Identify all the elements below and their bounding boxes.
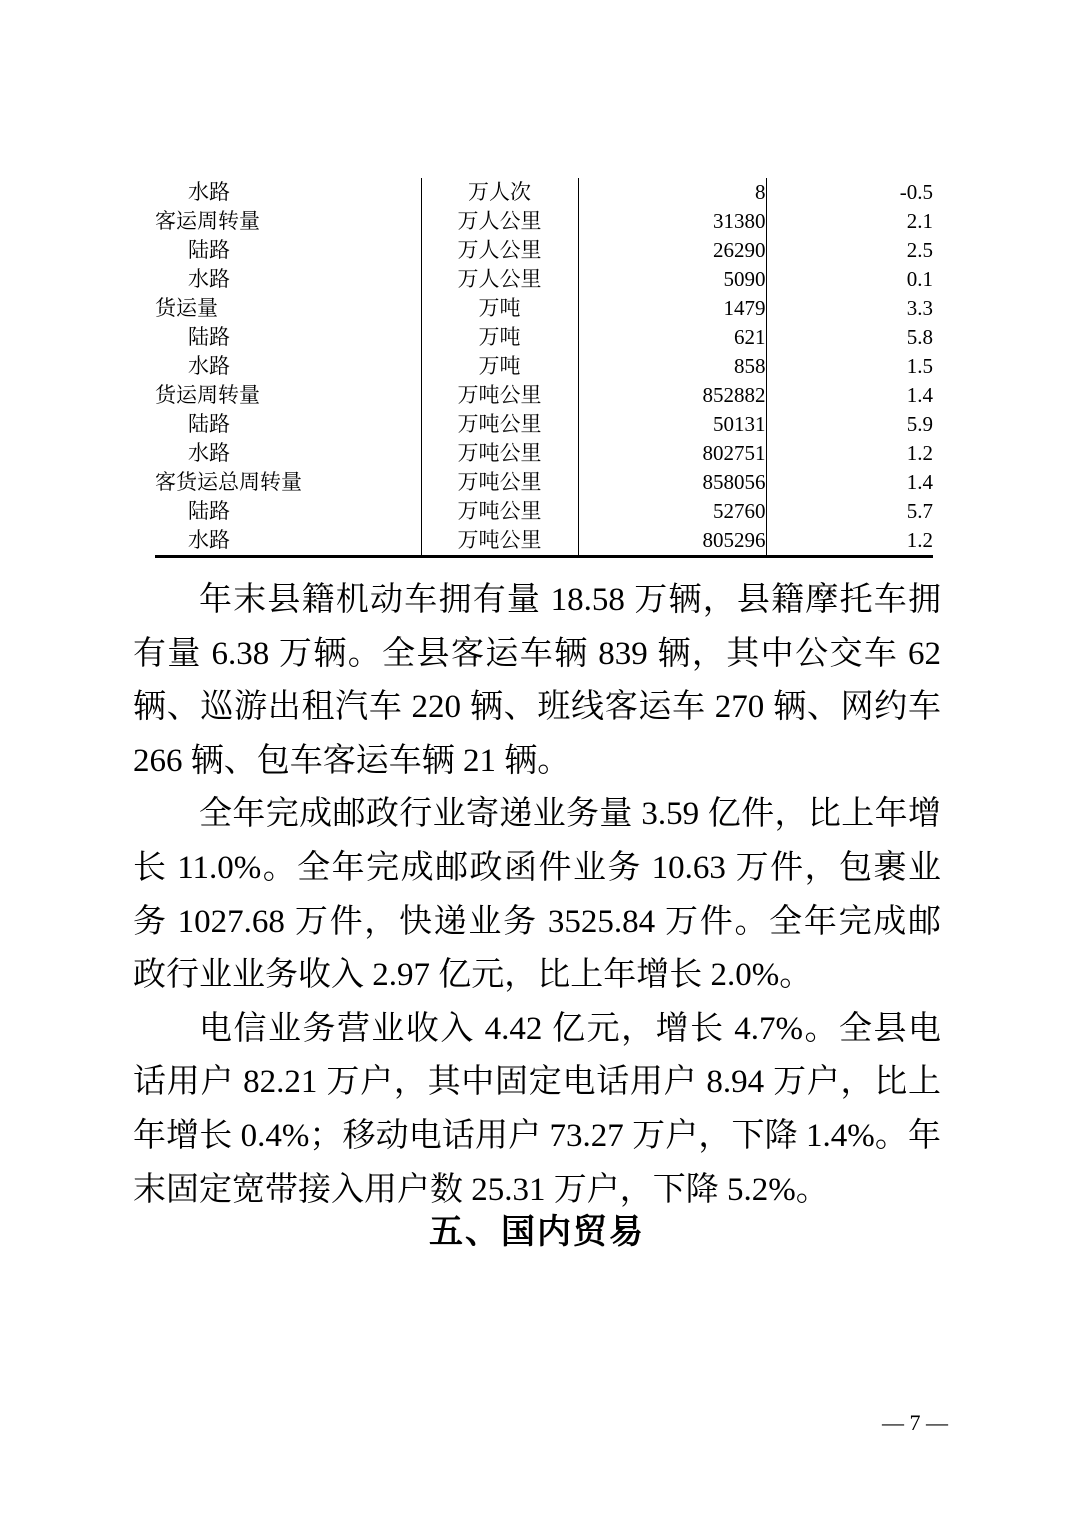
unit-cell: 万人公里 bbox=[421, 265, 578, 294]
growth-cell: 2.1 bbox=[766, 207, 933, 236]
indicator-cell: 客货运总周转量 bbox=[155, 470, 302, 494]
body-text bbox=[133, 574, 941, 1217]
indicator-cell: 陆路 bbox=[188, 238, 230, 262]
indicator-cell: 陆路 bbox=[188, 325, 230, 349]
transport-statistics-table bbox=[155, 178, 933, 558]
value-cell: 50131 bbox=[578, 410, 766, 439]
unit-cell: 万吨 bbox=[421, 352, 578, 381]
value-cell: 858056 bbox=[578, 468, 766, 497]
unit-cell: 万人次 bbox=[421, 178, 578, 207]
value-cell: 52760 bbox=[578, 497, 766, 526]
growth-cell: 0.1 bbox=[766, 265, 933, 294]
indicator-cell: 货运周转量 bbox=[155, 383, 260, 407]
table-row bbox=[155, 468, 933, 497]
growth-cell: 1.4 bbox=[766, 381, 933, 410]
indicator-cell: 水路 bbox=[188, 354, 230, 378]
growth-cell: 5.9 bbox=[766, 410, 933, 439]
value-cell: 8 bbox=[578, 178, 766, 207]
indicator-cell: 陆路 bbox=[188, 499, 230, 523]
value-cell: 26290 bbox=[578, 236, 766, 265]
unit-cell: 万吨 bbox=[421, 294, 578, 323]
table-row bbox=[155, 352, 933, 381]
growth-cell: 1.2 bbox=[766, 526, 933, 557]
table-row bbox=[155, 410, 933, 439]
page-number: — 7 — bbox=[882, 1410, 948, 1435]
indicator-cell: 水路 bbox=[188, 441, 230, 465]
growth-cell: 1.4 bbox=[766, 468, 933, 497]
paragraph-vehicles: 年末县籍机动车拥有量 18.58 万辆，县籍摩托车拥有量 6.38 万辆。全县客运车辆 839 辆，其中公交车 62 辆、巡游出租汽车 220 辆、班线客运车 270 辆、网约车 266 辆、包车客运车辆 21 辆。 bbox=[133, 582, 941, 779]
value-cell: 852882 bbox=[578, 381, 766, 410]
value-cell: 802751 bbox=[578, 439, 766, 468]
unit-cell: 万吨公里 bbox=[421, 410, 578, 439]
growth-cell: 3.3 bbox=[766, 294, 933, 323]
table-row bbox=[155, 178, 933, 207]
paragraph-postal: 全年完成邮政行业寄递业务量 3.59 亿件，比上年增长 11.0%。全年完成邮政函件业务 10.63 万件，包裹业务 1027.68 万件，快递业务 3525.84 万件。全年完成邮政行业业务收入 2.97 亿元，比上年增长 2.0%。 bbox=[133, 796, 941, 994]
table-row bbox=[155, 236, 933, 265]
paragraph-telecom: 电信业务营业收入 4.42 亿元，增长 4.7%。全县电话用户 82.21 万户，其中固定电话用户 8.94 万户，比上年增长 0.4%；移动电话用户 73.27 万户，下降 1.4%。年末固定宽带接入用户数 25.31 万户，下降 5.2%。 bbox=[133, 1010, 941, 1208]
growth-cell: 1.2 bbox=[766, 439, 933, 468]
growth-cell: 5.8 bbox=[766, 323, 933, 352]
growth-cell: 5.7 bbox=[766, 497, 933, 526]
indicator-cell: 水路 bbox=[188, 528, 230, 552]
unit-cell: 万吨公里 bbox=[421, 381, 578, 410]
unit-cell: 万人公里 bbox=[421, 236, 578, 265]
unit-cell: 万吨 bbox=[421, 323, 578, 352]
unit-cell: 万吨公里 bbox=[421, 439, 578, 468]
unit-cell: 万吨公里 bbox=[421, 468, 578, 497]
indicator-cell: 水路 bbox=[188, 267, 230, 291]
unit-cell: 万人公里 bbox=[421, 207, 578, 236]
growth-cell: 2.5 bbox=[766, 236, 933, 265]
table-row bbox=[155, 381, 933, 410]
table-row bbox=[155, 323, 933, 352]
table-row bbox=[155, 265, 933, 294]
value-cell: 858 bbox=[578, 352, 766, 381]
value-cell: 805296 bbox=[578, 526, 766, 557]
growth-cell: -0.5 bbox=[766, 178, 933, 207]
indicator-cell: 货运量 bbox=[155, 296, 218, 320]
table-row bbox=[155, 526, 933, 557]
value-cell: 31380 bbox=[578, 207, 766, 236]
value-cell: 1479 bbox=[578, 294, 766, 323]
table-row bbox=[155, 207, 933, 236]
unit-cell: 万吨公里 bbox=[421, 526, 578, 557]
section-heading: 五、国内贸易 bbox=[429, 1213, 645, 1251]
value-cell: 5090 bbox=[578, 265, 766, 294]
indicator-cell: 客运周转量 bbox=[155, 209, 260, 233]
indicator-cell: 水路 bbox=[188, 180, 230, 204]
table-row bbox=[155, 294, 933, 323]
growth-cell: 1.5 bbox=[766, 352, 933, 381]
value-cell: 621 bbox=[578, 323, 766, 352]
indicator-cell: 陆路 bbox=[188, 412, 230, 436]
table-row bbox=[155, 497, 933, 526]
unit-cell: 万吨公里 bbox=[421, 497, 578, 526]
table-row bbox=[155, 439, 933, 468]
